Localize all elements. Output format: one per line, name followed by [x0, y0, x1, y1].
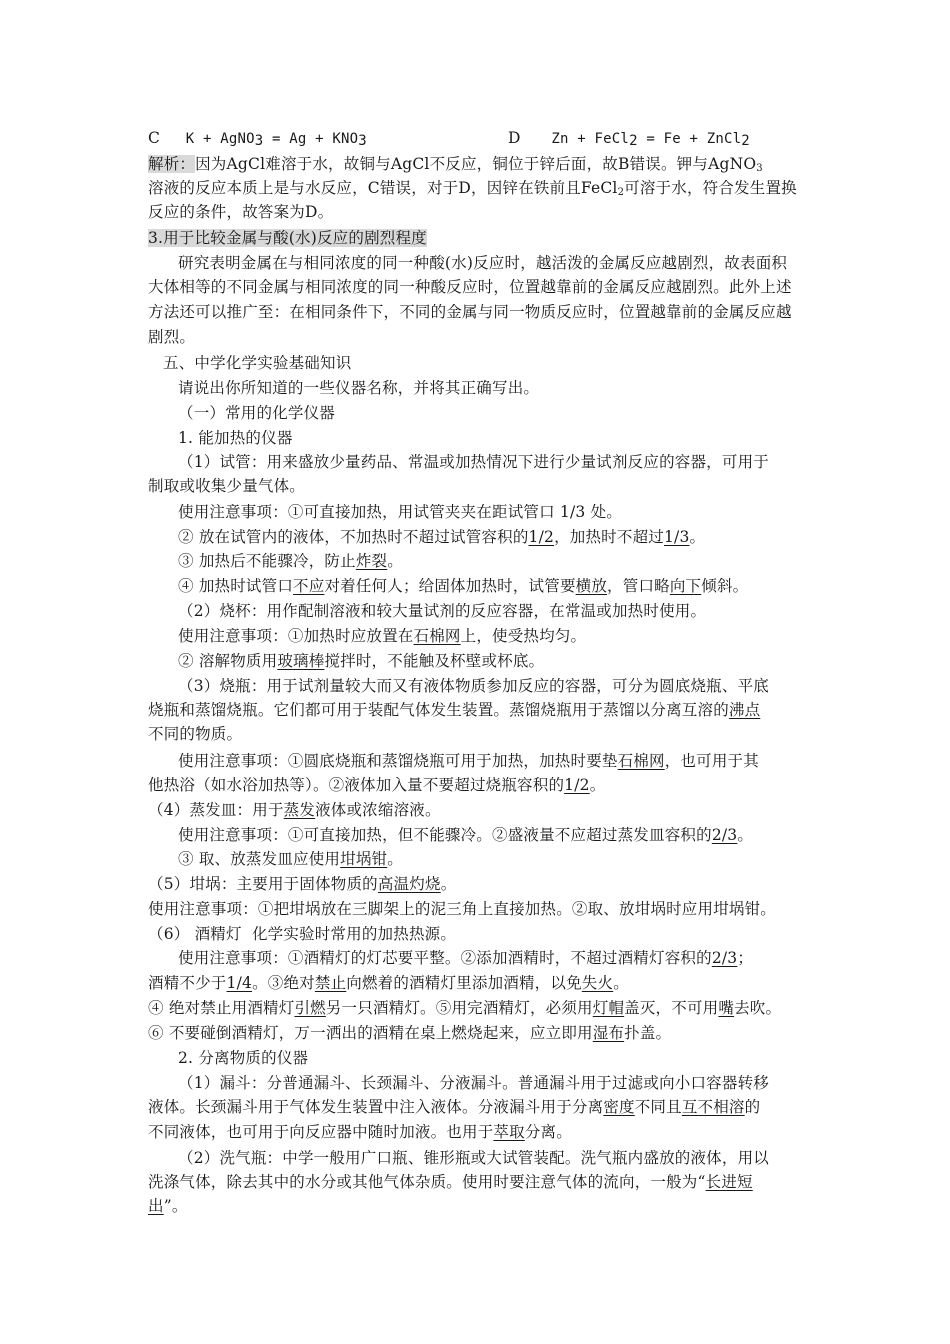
- gas-washing-bottle-desc-2: 洗涤气体，除去其中的水分或其他气体杂质。使用时要注意气体的流向，一般为“长进短: [148, 1173, 753, 1191]
- alcohol-lamp-note-2: 酒精不少于1/4。③绝对禁止向燃着的酒精灯里添加酒精，以免失火。: [148, 974, 629, 992]
- test-tube-desc: （1）试管：用来盛放少量药品、常温或加热情况下进行少量试剂反应的容器，可用于: [178, 453, 769, 471]
- gas-washing-bottle-desc-3: 出”。: [148, 1197, 188, 1215]
- flask-note-2: 他热浴（如水浴加热等）。②液体加入量不要超过烧瓶容积的1/2。: [148, 776, 606, 794]
- section-5-intro: 请说出你所知道的一些仪器名称，并将其正确写出。: [178, 379, 540, 397]
- alcohol-lamp-note-3: ④ 绝对禁止用酒精灯引燃另一只酒精灯。⑤用完酒精灯，必须用灯帽盖灭，不可用嘴去吹。: [148, 999, 782, 1017]
- test-tube-note-1: 使用注意事项：①可直接加热，用试管夹夹在距试管口 1/3 处。: [178, 503, 623, 521]
- alcohol-lamp-desc: （6） 酒精灯 化学实验时常用的加热热源。: [148, 925, 457, 943]
- heat-instruments-title: 1. 能加热的仪器: [178, 429, 293, 447]
- test-tube-desc-2: 制取或收集少量气体。: [148, 477, 306, 495]
- crucible-desc: （5）坩埚：主要用于固体物质的高温灼烧。: [148, 875, 457, 893]
- flask-desc-2: 烧瓶和蒸馏烧瓶。它们都可用于装配气体发生装置。蒸馏烧瓶用于蒸馏以分离互溶的沸点: [148, 701, 761, 719]
- analysis-line-3: 反应的条件，故答案为D。: [148, 203, 334, 221]
- section-3-para: 研究表明金属在与相同浓度的同一种酸(水)反应时，越活泼的金属反应越剧烈，故表面积: [178, 254, 788, 272]
- funnel-desc-1: （1）漏斗：分普通漏斗、长颈漏斗、分液漏斗。普通漏斗用于过滤或向小口容器转移: [178, 1074, 769, 1092]
- option-d: D Zn + FeCl$_2$ = Fe + ZnCl$_2$: [508, 129, 750, 149]
- beaker-note-1: 使用注意事项：①加热时应放置在石棉网上，使受热均匀。: [178, 627, 587, 645]
- flask-desc-3: 不同的物质。: [148, 725, 243, 743]
- test-tube-note-3: ③ 加热后不能骤冷，防止炸裂。: [178, 552, 403, 570]
- alcohol-lamp-note-4: ⑥ 不要碰倒酒精灯，万一洒出的酒精在桌上燃烧起来，应立即用湿布扑盖。: [148, 1024, 672, 1042]
- separation-instruments-title: 2. 分离物质的仪器: [178, 1049, 309, 1067]
- option-c: C K + AgNO$_3$ = $Ag + KNO_3$: [148, 129, 367, 149]
- beaker-note-2: ② 溶解物质用玻璃棒搅拌时，不能触及杯壁或杯底。: [178, 652, 545, 670]
- evaporating-dish-note-2: ③ 取、放蒸发皿应使用坩埚钳。: [178, 850, 403, 868]
- analysis-line-2: 溶液的反应本质上是与水反应，C错误，对于D，因锌在铁前且FeCl$_2$可溶于水，符合发生置换: [148, 179, 797, 198]
- section-3-para-2: 大体相等的不同金属与相同浓度的同一种酸反应时，位置越靠前的金属反应越剧烈。此外上述: [148, 278, 792, 296]
- funnel-desc-3: 不同液体，也可用于向反应器中随时加液。也用于萃取分离。: [148, 1123, 572, 1141]
- beaker-desc: （2）烧杯：用作配制溶液和较大量试剂的反应容器，在常温或加热时使用。: [178, 602, 707, 620]
- section-3-para-3: 方法还可以推广至：在相同条件下，不同的金属与同一物质反应时，位置越靠前的金属反应越: [148, 303, 792, 321]
- test-tube-note-2: ② 放在试管内的液体，不加热时不超过试管容积的1/2，加热时不超过1/3。: [178, 528, 706, 546]
- analysis-label: 解析：: [148, 155, 196, 173]
- subsection-1-title: （一）常用的化学仪器: [178, 404, 336, 422]
- test-tube-note-4: ④ 加热时试管口不应对着任何人；给固体加热时，试管要横放，管口略向下倾斜。: [178, 577, 749, 595]
- evaporating-dish-note-1: 使用注意事项：①可直接加热，但不能骤冷。②盛液量不应超过蒸发皿容积的2/3。: [178, 826, 754, 844]
- evaporating-dish-desc: （4）蒸发皿：用于蒸发液体或浓缩溶液。: [148, 801, 441, 819]
- analysis-line-1: 解析：因为AgCl难溶于水，故铜与AgCl不反应，铜位于锌后面，故B错误。钾与AgNO$_3$: [148, 155, 763, 174]
- crucible-note: 使用注意事项：①把坩埚放在三脚架上的泥三角上直接加热。②取、放坩埚时应用坩埚钳。: [148, 900, 777, 918]
- gas-washing-bottle-desc-1: （2）洗气瓶：中学一般用广口瓶、锥形瓶或大试管装配。洗气瓶内盛放的液体，用以: [178, 1149, 769, 1167]
- flask-note-1: 使用注意事项：①圆底烧瓶和蒸馏烧瓶可用于加热，加热时要垫石棉网，也可用于其: [178, 752, 759, 770]
- alcohol-lamp-note-1: 使用注意事项：①酒精灯的灯芯要平整。②添加酒精时，不超过酒精灯容积的2/3；: [178, 949, 754, 967]
- funnel-desc-2: 液体。长颈漏斗用于气体发生装置中注入液体。分液漏斗用于分离密度不同且互不相溶的: [148, 1098, 761, 1116]
- flask-desc: （3）烧瓶：用于试剂量较大而又有液体物质参加反应的容器，可分为圆底烧瓶、平底: [178, 677, 769, 695]
- section-3-para-4: 剧烈。: [148, 328, 196, 346]
- section-3-title: 3.用于比较金属与酸(水)反应的剧烈程度: [148, 229, 427, 247]
- section-5-title: 五、中学化学实验基础知识: [163, 354, 352, 372]
